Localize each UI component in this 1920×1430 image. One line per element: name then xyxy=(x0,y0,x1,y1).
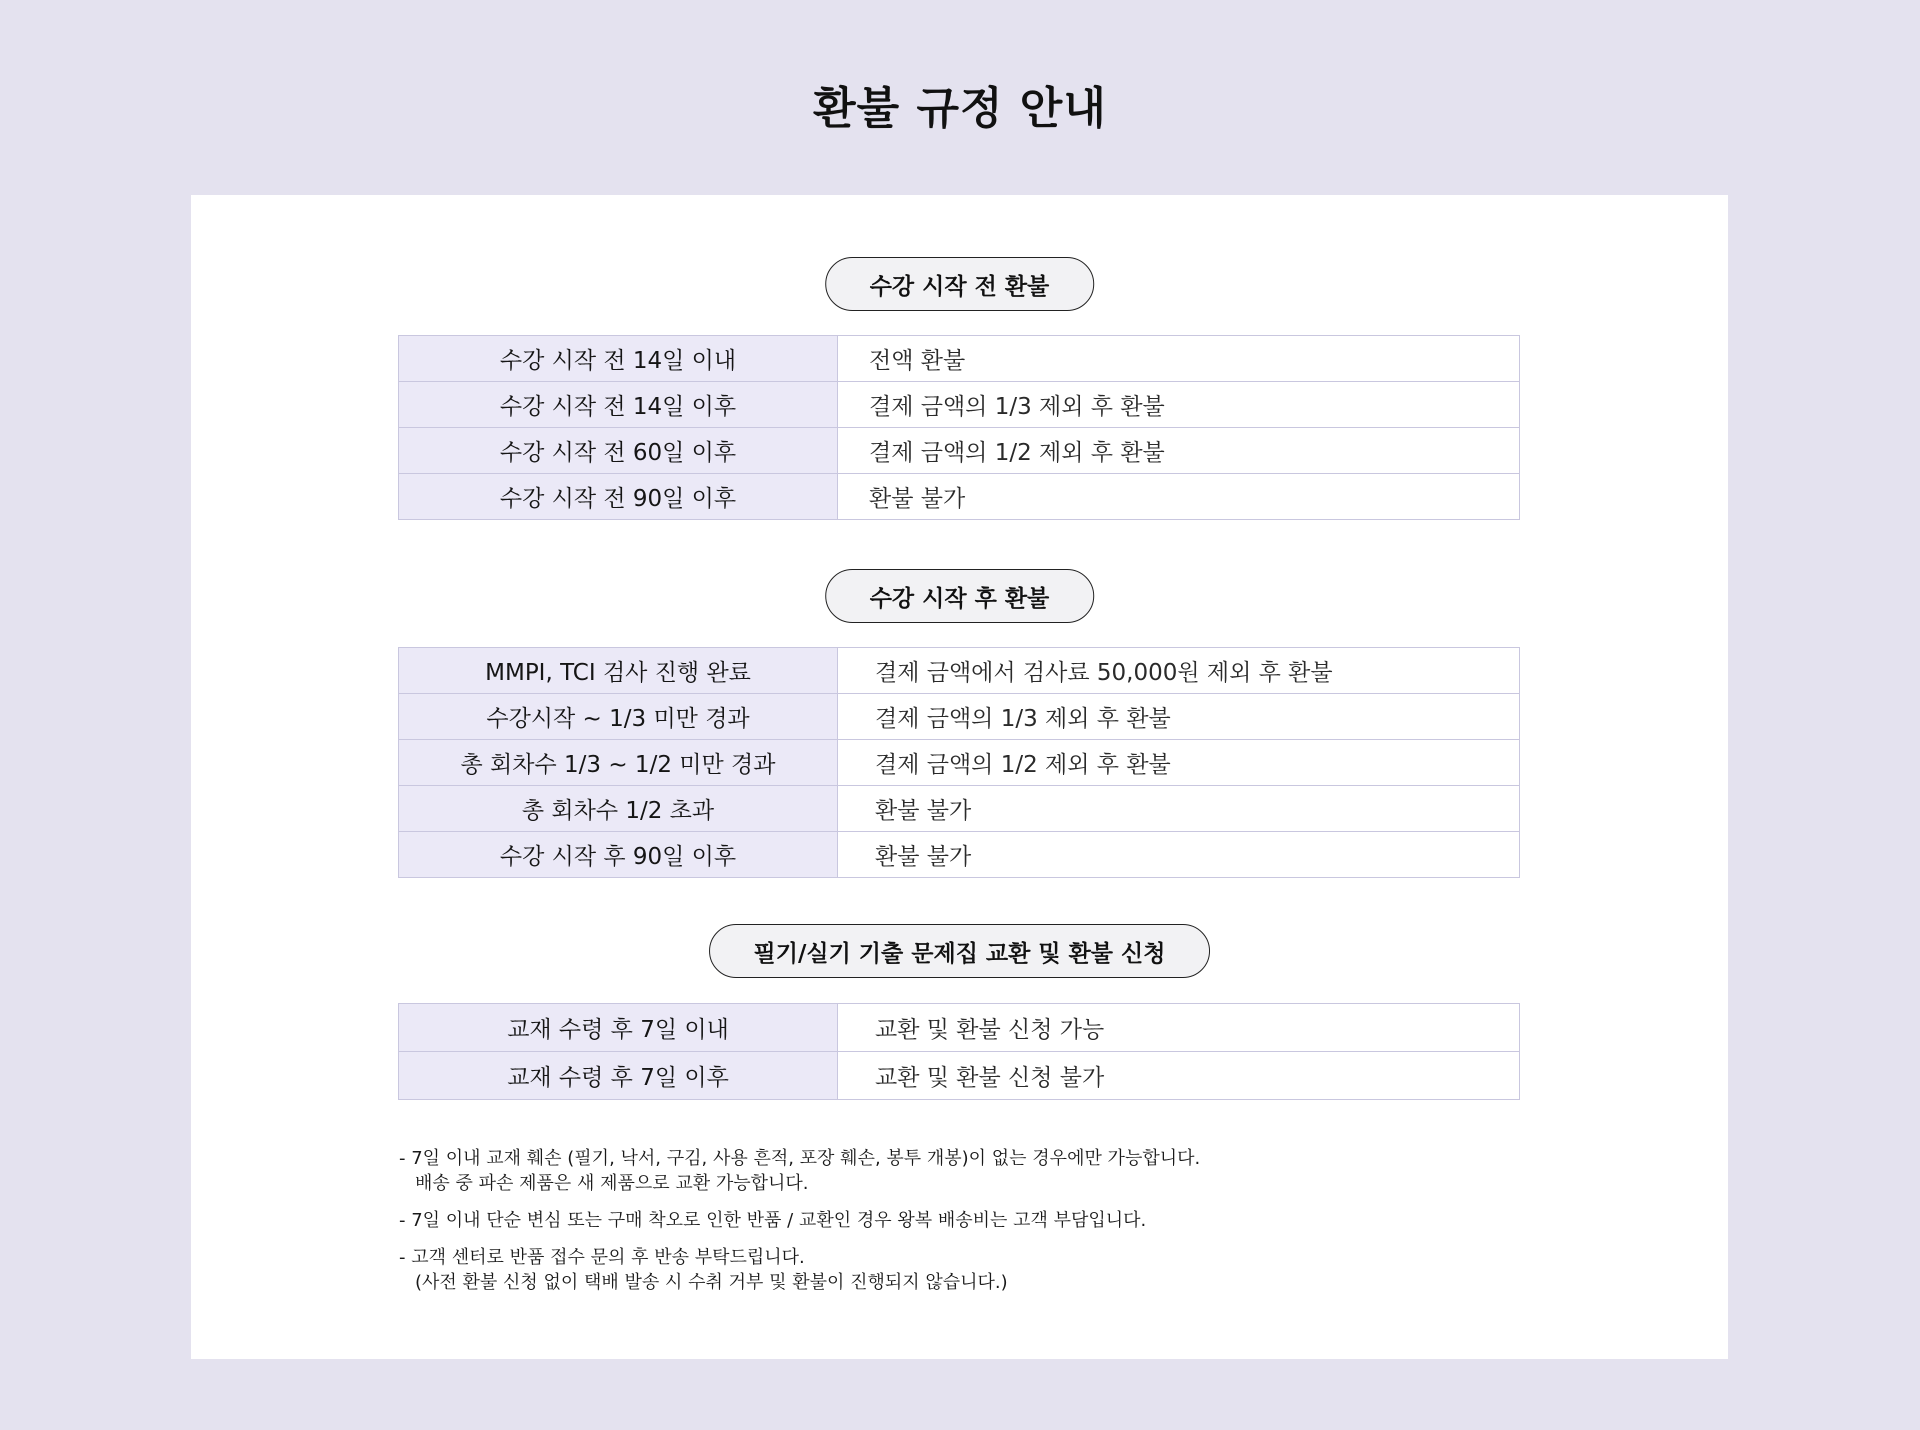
result-cell: 환불 불가 xyxy=(838,474,1520,520)
note-item xyxy=(399,1146,1519,1196)
refund-table-after-start xyxy=(398,647,1520,878)
table-row xyxy=(399,336,1520,382)
condition-cell: 수강 시작 전 60일 이후 xyxy=(399,428,838,474)
condition-cell: MMPI, TCI 검사 진행 완료 xyxy=(399,648,838,694)
result-cell: 환불 불가 xyxy=(838,786,1520,832)
table-row xyxy=(399,648,1520,694)
result-cell: 결제 금액의 1/3 제외 후 환불 xyxy=(838,694,1520,740)
condition-cell: 수강시작 ~ 1/3 미만 경과 xyxy=(399,694,838,740)
result-cell: 결제 금액의 1/2 제외 후 환불 xyxy=(838,428,1520,474)
condition-cell: 수강 시작 후 90일 이후 xyxy=(399,832,838,878)
note-line: - 고객 센터로 반품 접수 문의 후 반송 부탁드립니다. xyxy=(399,1247,805,1268)
condition-cell: 수강 시작 전 14일 이내 xyxy=(399,336,838,382)
result-cell: 교환 및 환불 신청 불가 xyxy=(838,1052,1520,1100)
table-row xyxy=(399,694,1520,740)
refund-table-before-start xyxy=(398,335,1520,520)
condition-cell: 교재 수령 후 7일 이내 xyxy=(399,1004,838,1052)
notes-list xyxy=(399,1146,1519,1307)
result-cell: 결제 금액의 1/2 제외 후 환불 xyxy=(838,740,1520,786)
table-row xyxy=(399,1004,1520,1052)
table-row xyxy=(399,786,1520,832)
condition-cell: 총 회차수 1/3 ~ 1/2 미만 경과 xyxy=(399,740,838,786)
table-row xyxy=(399,740,1520,786)
table-row xyxy=(399,832,1520,878)
note-item xyxy=(399,1245,1519,1295)
refund-table-textbook xyxy=(398,1003,1520,1100)
page-title: 환불 규정 안내 xyxy=(813,83,1107,134)
table-row xyxy=(399,1052,1520,1100)
note-line: - 7일 이내 교재 훼손 (필기, 낙서, 구김, 사용 흔적, 포장 훼손, 봉투 개봉)이 없는 경우에만 가능합니다. xyxy=(399,1148,1201,1169)
table-row xyxy=(399,428,1520,474)
note-line: - 7일 이내 단순 변심 또는 구매 착오로 인한 반품 / 교환인 경우 왕복 배송비는 고객 부담입니다. xyxy=(399,1210,1147,1231)
table-row xyxy=(399,382,1520,428)
result-cell: 결제 금액에서 검사료 50,000원 제외 후 환불 xyxy=(838,648,1520,694)
result-cell: 환불 불가 xyxy=(838,832,1520,878)
refund-policy-card xyxy=(191,195,1728,1359)
result-cell: 교환 및 환불 신청 가능 xyxy=(838,1004,1520,1052)
result-cell: 전액 환불 xyxy=(838,336,1520,382)
note-line-continued: 배송 중 파손 제품은 새 제품으로 교환 가능합니다. xyxy=(415,1173,809,1194)
note-line-continued: (사전 환불 신청 없이 택배 발송 시 수취 거부 및 환불이 진행되지 않습니다.) xyxy=(415,1272,1008,1293)
section-heading-after-start: 수강 시작 후 환불 xyxy=(825,569,1095,623)
condition-cell: 교재 수령 후 7일 이후 xyxy=(399,1052,838,1100)
condition-cell: 총 회차수 1/2 초과 xyxy=(399,786,838,832)
result-cell: 결제 금액의 1/3 제외 후 환불 xyxy=(838,382,1520,428)
condition-cell: 수강 시작 전 14일 이후 xyxy=(399,382,838,428)
section-heading-textbook-exchange: 필기/실기 기출 문제집 교환 및 환불 신청 xyxy=(709,924,1211,978)
section-heading-before-start: 수강 시작 전 환불 xyxy=(825,257,1095,311)
condition-cell: 수강 시작 전 90일 이후 xyxy=(399,474,838,520)
note-item xyxy=(399,1208,1519,1233)
table-row xyxy=(399,474,1520,520)
